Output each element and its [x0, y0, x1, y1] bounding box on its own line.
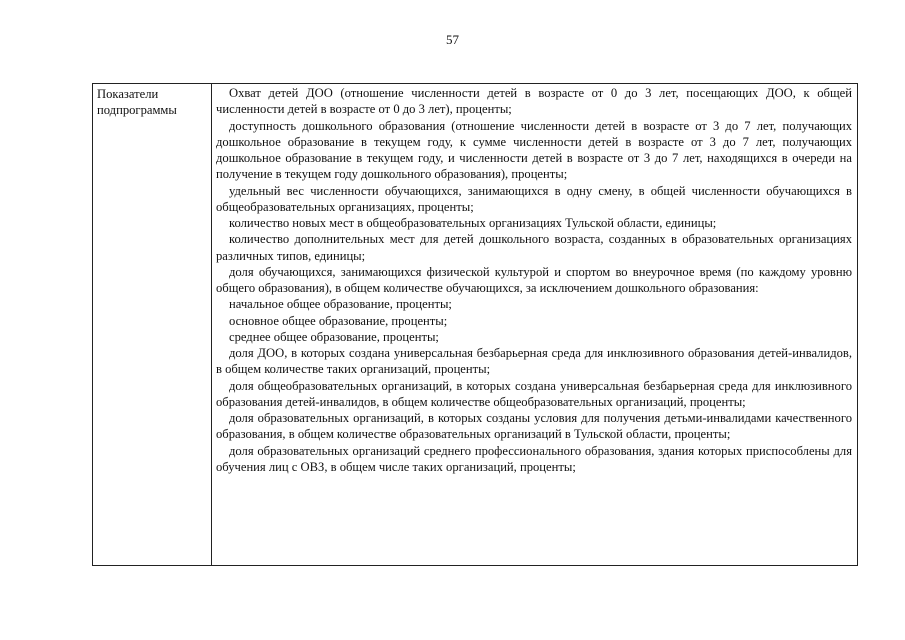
- indicator-paragraph: среднее общее образование, проценты;: [229, 329, 439, 344]
- indicators-label-cell: Показатели подпрограммы: [93, 84, 212, 565]
- indicators-content-cell: [212, 84, 857, 565]
- indicator-paragraph: доля образовательных организаций среднего профессионального образования, здания которых приспособлены для обучения лиц с ОВЗ, в общем числе таких организаций, проценты;: [216, 443, 852, 474]
- indicator-paragraph: доступность дошкольного образования (отношение численности детей в возрасте от 3 до 7 лет, получающих дошкольное образование в текущем году, к сумме численности детей в возрасте от 3 до 7 лет, получающих дошкольное образование в текущем году, и численности детей в возрасте от 3 до 7 лет, находящихся в очереди на получение в текущем году дошкольного образования), проценты;: [216, 118, 852, 182]
- page-number: 57: [446, 32, 459, 47]
- indicator-paragraph: начальное общее образование, проценты;: [229, 297, 452, 312]
- indicator-paragraph: доля образовательных организаций, в которых созданы условия для получения детьми-инвалидами качественного образования, в общем количестве образовательных организаций в Тульской области, проценты;: [216, 411, 852, 442]
- indicator-paragraph: доля общеобразовательных организаций, в которых создана универсальная безбарьерная среда для инклюзивного образования детей-инвалидов, в общем количестве общеобразовательных организаций, проценты;: [216, 378, 852, 409]
- indicator-paragraph: количество новых мест в общеобразовательных организациях Тульской области, единицы;: [229, 216, 717, 230]
- indicator-paragraph: доля ДОО, в которых создана универсальная безбарьерная среда для инклюзивного образования детей-инвалидов, в общем количестве таких организаций, проценты;: [216, 346, 852, 377]
- indicator-paragraph: Охват детей ДОО (отношение численности детей в возрасте от 0 до 3 лет, посещающих ДОО, к общей численности детей в возрасте от 0 до 3 лет), проценты;: [216, 86, 852, 117]
- indicator-paragraph: удельный вес численности обучающихся, занимающихся в одну смену, в общей численности обучающихся в общеобразовательных организациях, проценты;: [216, 183, 852, 214]
- indicator-paragraph: основное общее образование, проценты;: [229, 313, 448, 328]
- indicators-table: [92, 83, 858, 566]
- indicator-paragraph: доля обучающихся, занимающихся физической культурой и спортом во внеурочное время (по каждому уровню общего образования), в общем количестве обучающихся, за исключением дошкольного образования:: [216, 264, 852, 295]
- indicator-paragraph: количество дополнительных мест для детей дошкольного возраста, созданных в образовательных организациях различных типов, единицы;: [216, 232, 852, 263]
